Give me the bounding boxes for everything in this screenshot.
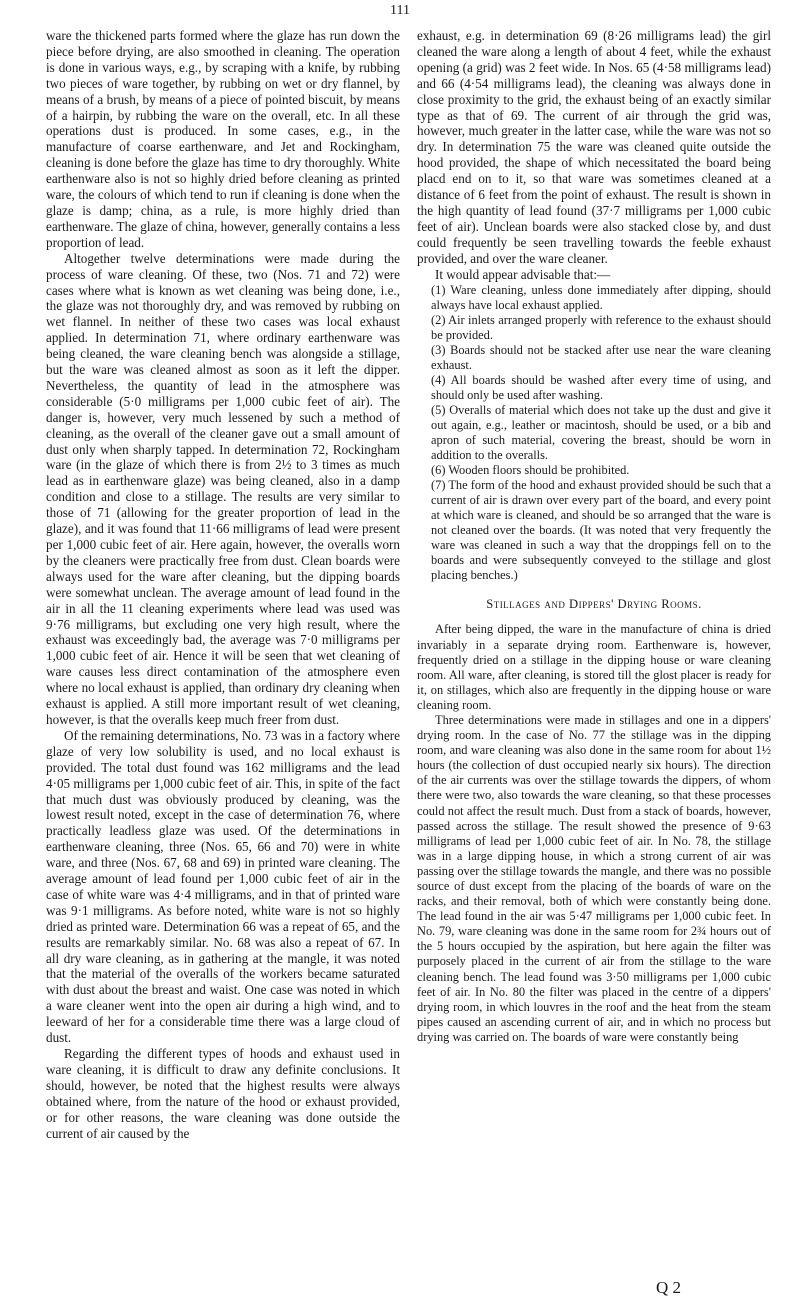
left-column [46, 28, 400, 1141]
signature-mark: Q 2 [656, 1278, 682, 1297]
section-heading: Stillages and Dippers' Drying Rooms. [486, 596, 702, 611]
list-item: (2) Air inlets arranged properly with reference to the exhaust should be provided. [431, 312, 771, 342]
paragraph: Altogether twelve determinations were made during the process of ware cleaning. Of these, two (Nos. 71 and 72) were cases where what is known as wet cleaning was being done, i.e., the glaze was not thoroughly dry, and was removed by rubbing on wet flannel. In neither of these two cases was local exhaust applied. In determination 71, where ordinary earthenware was being cleaned, the ware cleaning bench was alongside a stillage, but the ware was cleaned almost as soon as it left the dipper. Nevertheless, the quantity of lead in the atmosphere was considerable (5·0 milligrams per 1,000 cubic feet of air). The danger is, however, very much lessened by such a method of cleaning, as the overall of the cleaner gave out a small amount of dust only when sharply tapped. In determination 72, Rockingham ware (in the glaze of which there is from 2½ to 3 times as much lead as in earthenware glaze) was being cleaned, also in a damp condition and close to a stillage. The results are very similar to those of 71 (allowing for the greater proportion of lead in the glaze), and it was found that 11·66 milligrams of lead were present per 1,000 cubic feet of air. Here again, however, the overalls worn by the cleaners were practically free from dust. Clean boards were always used for the ware after cleaning, but the dipping boards were somewhat unclean. The average amount of lead found in the air in all the 11 cleaning experiments where lead was used was 9·76 milligrams, but excluding one very high result, where the exhaust was exceedingly bad, the average was 7·0 milligrams per 1,000 cubic feet of air. Hence it will be seen that wet cleaning of ware causes less direct contamination of the atmosphere even where no local exhaust is applied, than ordinary dry cleaning when exhaust is applied. A still more important result of wet cleaning, however, is that the overalls keep much freer from dust. [46, 250, 400, 727]
recommendations-list [417, 283, 771, 583]
paragraph: ware the thickened parts formed where the glaze has run down the piece before drying, are also smoothed in cleaning. The operation is done in various ways, e.g., by scraping with a knife, by rubbing two pieces of ware together, by rubbing on wet or dry flannel, by means of a brush, by means of a piece of pointed biscuit, by means of a hairpin, by rubbing the ware on the overall, etc. In all these operations dust is produced. In some cases, e.g., in the manufacture of coarse earthenware, and Jet and Rockingham, cleaning is done before the glaze has time to dry thoroughly. White earthenware also is not so highly dried before cleaning as printed ware, the colours of which tend to run if cleaning is done when the glaze is damp; china, as a rule, is more highly dried than earthenware. The glaze of china, however, generally contains a less proportion of lead. [46, 28, 400, 250]
paragraph: After being dipped, the ware in the manufacture of china is dried invariably in a separate drying room. Earthenware is, however, frequently dried on a stillage in the dipping house or ware cleaning room. All ware, after cleaning, is stored till the glost placer is ready for it, on stillages, which also are frequently in the dipping house or ware cleaning room. [417, 622, 771, 712]
paragraph: Regarding the different types of hoods and exhaust used in ware cleaning, it is difficult to draw any definite conclusions. It should, however, be noted that the highest results were always obtained where, from the nature of the hood or exhaust provided, or for other reasons, the ware cleaning was done outside the current of air caused by the [46, 1046, 400, 1141]
paragraph: exhaust, e.g. in determination 69 (8·26 milligrams lead) the girl cleaned the ware along a length of about 4 feet, while the exhaust opening (a grid) was 2 feet wide. In Nos. 65 (4·58 milligrams lead) and 66 (4·54 milligrams lead), the cleaning was always done in close proximity to the grid, the exhaust being of an exactly similar type as that of 69. The current of air through the grid was, however, much greater in the latter case, while the ware was not so dry. In determination 75 the ware was cleaned quite outside the hood provided, the shape of which necessitated the board being placd end on to it, so that ware was sometimes cleaned at a distance of 6 feet from the point of exhaust. The result is shown in the high quantity of lead found (37·7 milligrams per 1,000 cubic feet of air). Unclean boards were also stacked close by, and dust could frequently be seen travelling towards the feeble exhaust provided, and over the ware cleaner. [417, 28, 771, 266]
list-item: (6) Wooden floors should be prohibited. [431, 462, 630, 477]
recommendations-intro: It would appear advisable that:— [435, 266, 611, 282]
paragraph: Of the remaining determinations, No. 73 was in a factory where glaze of very low solubility is used, and no local exhaust is provided. The total dust found was 162 milligrams and the lead 4·05 milligrams per 1,000 cubic feet of air. This, in spite of the fact that much dust was obviously produced by cleaning, was the lowest result noted, except in the case of determination 76, where practically leadless glaze was used. Of the determinations in earthenware cleaning, three (Nos. 65, 66 and 70) were in white ware, and three (Nos. 67, 68 and 69) in printed ware cleaning. The average amount of lead found per 1,000 cubic feet of air in the case of white ware was 4·4 milligrams, and in that of printed ware was 9·1 milligrams. As before noted, white ware is not so highly dried as printed ware. Determination 66 was a repeat of 65, and the results are remarkably similar. No. 68 was also a repeat of 67. In all dry ware cleaning, as in gathering at the mangle, it was noted that the material of the overalls of the workers became saturated with dust about the breast and waist. One case was noted in which a ware cleaner went into the open air during a high wind, and to leeward of her for a considerable time there was a large cloud of dust. [46, 727, 400, 1046]
page-number: 111 [390, 3, 410, 18]
list-item: (3) Boards should not be stacked after use near the ware cleaning exhaust. [431, 342, 771, 372]
paragraph: Three determinations were made in stillages and one in a dippers' drying room. In the case of No. 77 the stillage was in the dipping room, and ware cleaning was also done in the same room for about 1½ hours (the collection of dust occupied nearly six hours). The direction of the air currents was over the stillage towards the dippers, of whom there were two, also towards the ware cleaning, so that these processes could not affect the result much. Dust from a stack of boards, however, passed across the stillage. The result showed the presence of 9·63 milligrams of lead per 1,000 cubic feet of air. In No. 78, the stillage was in a large dipping house, in which a strong current of air was passing over the stillage towards the mangle, and there was no possible source of dust except from the placing of the boards of ware on the racks, and their removal, both of which were constantly being done. The lead found in the air was 5·47 milligrams per 1,000 cubic feet. In No. 79, ware cleaning was done in the same room for 2¾ hours out of the 5 hours occupied by the aspiration, but here again the filter was purposely placed in the current of air from the stillage to the ware cleaning bench. The lead found was 3·50 milligrams per 1,000 cubic feet of air. In No. 80 the filter was placed in the centre of a dippers' drying room, in which louvres in the roof and the heat from the steam pipes caused an ascending current of air, and in which no process but drying was carried on. The boards of ware were constantly being [417, 712, 771, 1044]
list-item: (7) The form of the hood and exhaust provided should be such that a current of air is drawn over every part of the board, and every point at which ware is cleaned, and should be so arranged that the ware is not cleaned over the boards. (It was noted that very frequently the ware was cleaned in such a way that the droppings fell on to the boards and were subsequently conveyed to the stillage and glost placing benches.) [431, 477, 771, 582]
list-item: (4) All boards should be washed after every time of using, and should only be used after washing. [431, 372, 771, 402]
list-item: (1) Ware cleaning, unless done immediately after dipping, should always have local exhaust applied. [431, 282, 771, 312]
right-column [417, 28, 771, 1045]
list-item: (5) Overalls of material which does not take up the dust and give it out again, e.g., leather or macintosh, should be used, or a bib and apron of such material, covering the breast, should be worn in addition to the overalls. [431, 402, 771, 462]
